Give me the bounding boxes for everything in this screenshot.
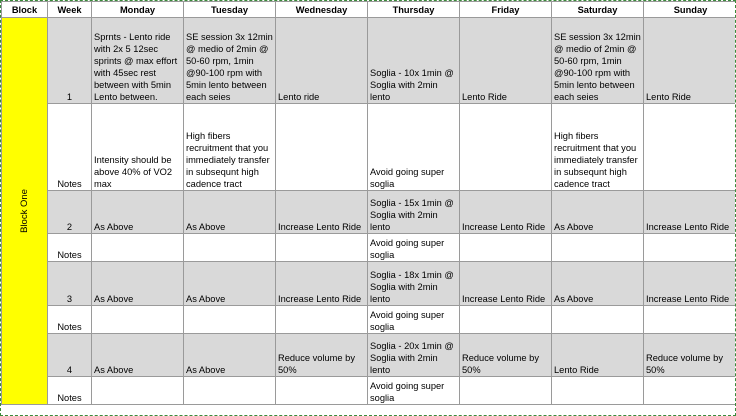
- tuesday-cell[interactable]: High fibers recruitment that you immediately transfer in subsequnt high cadence tract: [184, 104, 276, 191]
- sunday-cell[interactable]: [644, 377, 736, 405]
- header-monday[interactable]: Monday: [92, 2, 184, 18]
- monday-cell[interactable]: As Above: [92, 191, 184, 234]
- thursday-cell[interactable]: Soglia - 15x 1min @ Soglia with 2min lento: [368, 191, 460, 234]
- notes-label-cell[interactable]: Notes: [48, 234, 92, 262]
- tuesday-cell[interactable]: As Above: [184, 191, 276, 234]
- friday-cell[interactable]: Lento Ride: [460, 18, 552, 104]
- week-number-cell[interactable]: 4: [48, 334, 92, 377]
- saturday-cell[interactable]: As Above: [552, 262, 644, 306]
- tuesday-cell[interactable]: As Above: [184, 334, 276, 377]
- thursday-cell[interactable]: Avoid going super soglia: [368, 234, 460, 262]
- header-tuesday[interactable]: Tuesday: [184, 2, 276, 18]
- friday-cell[interactable]: [460, 234, 552, 262]
- header-thursday[interactable]: Thursday: [368, 2, 460, 18]
- notes-row: [2, 377, 736, 405]
- notes-label-cell[interactable]: Notes: [48, 104, 92, 191]
- monday-cell[interactable]: Intensity should be above 40% of VO2 max: [92, 104, 184, 191]
- wednesday-cell[interactable]: [276, 306, 368, 334]
- saturday-cell[interactable]: As Above: [552, 191, 644, 234]
- thursday-cell[interactable]: Avoid going super soglia: [368, 377, 460, 405]
- wednesday-cell[interactable]: [276, 104, 368, 191]
- notes-row: [2, 104, 736, 191]
- saturday-cell[interactable]: [552, 234, 644, 262]
- friday-cell[interactable]: [460, 104, 552, 191]
- header-saturday[interactable]: Saturday: [552, 2, 644, 18]
- monday-cell[interactable]: [92, 234, 184, 262]
- week-row: [2, 334, 736, 377]
- friday-cell[interactable]: Increase Lento Ride: [460, 191, 552, 234]
- friday-cell[interactable]: [460, 377, 552, 405]
- saturday-cell[interactable]: Lento Ride: [552, 334, 644, 377]
- wednesday-cell[interactable]: [276, 234, 368, 262]
- saturday-cell[interactable]: High fibers recruitment that you immediately transfer in subsequnt high cadence tract: [552, 104, 644, 191]
- block-cell[interactable]: [2, 18, 48, 405]
- week-number-cell[interactable]: 3: [48, 262, 92, 306]
- training-plan-table: [1, 1, 736, 405]
- monday-cell[interactable]: As Above: [92, 334, 184, 377]
- tuesday-cell[interactable]: [184, 306, 276, 334]
- thursday-cell[interactable]: Avoid going super soglia: [368, 104, 460, 191]
- saturday-cell[interactable]: SE session 3x 12min @ medio of 2min @ 50-60 rpm, 1min @90-100 rpm with 5min lento between each seies: [552, 18, 644, 104]
- wednesday-cell[interactable]: [276, 377, 368, 405]
- sunday-cell[interactable]: [644, 234, 736, 262]
- saturday-cell[interactable]: [552, 306, 644, 334]
- thursday-cell[interactable]: Soglia - 18x 1min @ Soglia with 2min lento: [368, 262, 460, 306]
- wednesday-cell[interactable]: Increase Lento Ride: [276, 191, 368, 234]
- week-row: [2, 191, 736, 234]
- friday-cell[interactable]: [460, 306, 552, 334]
- notes-row: [2, 306, 736, 334]
- friday-cell[interactable]: Increase Lento Ride: [460, 262, 552, 306]
- thursday-cell[interactable]: Avoid going super soglia: [368, 306, 460, 334]
- header-block[interactable]: Block: [2, 2, 48, 18]
- header-wednesday[interactable]: Wednesday: [276, 2, 368, 18]
- thursday-cell[interactable]: Soglia - 20x 1min @ Soglia with 2min lento: [368, 334, 460, 377]
- wednesday-cell[interactable]: Reduce volume by 50%: [276, 334, 368, 377]
- sunday-cell[interactable]: [644, 306, 736, 334]
- sunday-cell[interactable]: [644, 104, 736, 191]
- monday-cell[interactable]: [92, 377, 184, 405]
- notes-label-cell[interactable]: Notes: [48, 306, 92, 334]
- sunday-cell[interactable]: Increase Lento Ride: [644, 262, 736, 306]
- week-row: [2, 262, 736, 306]
- monday-cell[interactable]: [92, 306, 184, 334]
- header-sunday[interactable]: Sunday: [644, 2, 736, 18]
- monday-cell[interactable]: As Above: [92, 262, 184, 306]
- wednesday-cell[interactable]: Increase Lento Ride: [276, 262, 368, 306]
- wednesday-cell[interactable]: Lento ride: [276, 18, 368, 104]
- sunday-cell[interactable]: Lento Ride: [644, 18, 736, 104]
- block-label: Block One: [18, 189, 30, 233]
- tuesday-cell[interactable]: [184, 234, 276, 262]
- saturday-cell[interactable]: [552, 377, 644, 405]
- notes-label-cell[interactable]: Notes: [48, 377, 92, 405]
- friday-cell[interactable]: Reduce volume by 50%: [460, 334, 552, 377]
- week-number-cell[interactable]: 2: [48, 191, 92, 234]
- tuesday-cell[interactable]: As Above: [184, 262, 276, 306]
- tuesday-cell[interactable]: [184, 377, 276, 405]
- monday-cell[interactable]: Sprnts - Lento ride with 2x 5 12sec sprints @ max effort with 45sec rest between with 5min Lento between.: [92, 18, 184, 104]
- tuesday-cell[interactable]: SE session 3x 12min @ medio of 2min @ 50-60 rpm, 1min @90-100 rpm with 5min lento between each seies: [184, 18, 276, 104]
- header-friday[interactable]: Friday: [460, 2, 552, 18]
- notes-row: [2, 234, 736, 262]
- thursday-cell[interactable]: Soglia - 10x 1min @ Soglia with 2min lento: [368, 18, 460, 104]
- week-row: [2, 18, 736, 104]
- week-number-cell[interactable]: 1: [48, 18, 92, 104]
- header-row: [2, 2, 736, 18]
- sunday-cell[interactable]: Reduce volume by 50%: [644, 334, 736, 377]
- sunday-cell[interactable]: Increase Lento Ride: [644, 191, 736, 234]
- header-week[interactable]: Week: [48, 2, 92, 18]
